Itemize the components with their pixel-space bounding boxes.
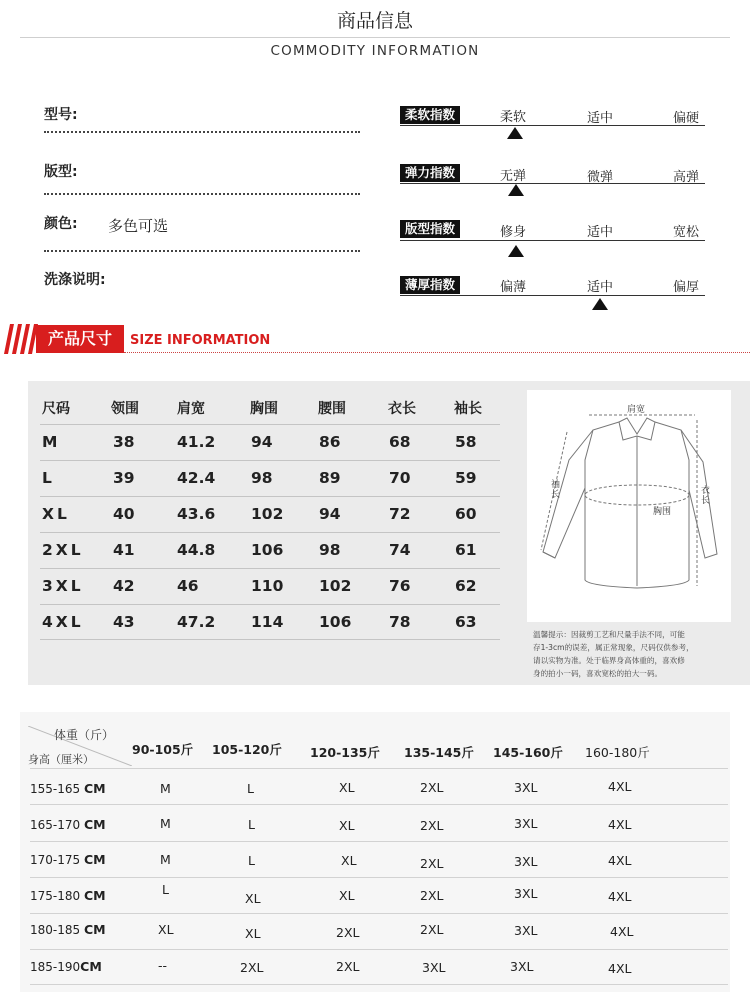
hw-row-label: 155-165 CM [30, 781, 106, 796]
size-cell: 44.8 [177, 541, 216, 559]
hw-cell: 4XL [608, 817, 632, 832]
hw-header: 145-160斤 [493, 745, 563, 760]
size-cell: L [42, 469, 52, 487]
hw-cell: 4XL [608, 961, 632, 976]
hw-header: 90-105斤 [132, 742, 194, 757]
hw-cell: XL [245, 891, 261, 906]
hw-row-label: 170-175 CM [30, 852, 106, 867]
hw-cell: XL [245, 926, 261, 941]
size-cell: 63 [455, 613, 477, 631]
size-cell: 43.6 [177, 505, 216, 523]
table-divider [30, 984, 728, 985]
hw-cell: 4XL [608, 853, 632, 868]
table-divider [40, 460, 500, 461]
attr-dotted-line [44, 250, 360, 252]
hw-cell: XL [339, 780, 355, 795]
size-cell: M [42, 433, 58, 451]
size-cell: 59 [455, 469, 477, 487]
attr-label-model: 型号: [44, 107, 78, 123]
size-cell: 46 [177, 577, 199, 595]
note-line: 身的拍小一码，喜欢宽松的拍大一码。 [533, 669, 663, 678]
diagram-label-sleeve: 袖长 [551, 480, 561, 500]
size-cell: 58 [455, 433, 477, 451]
hw-cell: 3XL [514, 886, 538, 901]
attr-label-fit: 版型: [44, 164, 78, 180]
table-divider [40, 604, 500, 605]
diagram-label-length: 衣长 [701, 486, 711, 506]
index-option: 适中 [587, 280, 614, 295]
size-cell: 38 [113, 433, 135, 451]
hw-cell: 3XL [514, 923, 538, 938]
hw-cell: M [160, 852, 171, 867]
table-divider [40, 532, 500, 533]
size-table-header: 衣长 [388, 401, 416, 417]
size-cell: 98 [251, 469, 273, 487]
attr-label-color: 颜色: [44, 216, 78, 232]
hw-cell: 2XL [420, 856, 444, 871]
hw-cell: M [160, 816, 171, 831]
note-line: 温馨提示：因裁剪工艺和尺量手法不同，可能 [533, 630, 685, 639]
hw-cell: 4XL [608, 889, 632, 904]
size-cell: 72 [389, 505, 411, 523]
size-cell: 62 [455, 577, 477, 595]
index-option: 适中 [587, 111, 614, 126]
hw-cell: 2XL [420, 818, 444, 833]
size-cell: 42 [113, 577, 135, 595]
index-label-elasticity: 弹力指数 [400, 164, 460, 182]
attr-value-color: 多色可选 [108, 217, 169, 235]
note-line: 请以实物为准。处于临界身高体重的，喜欢修 [533, 656, 685, 665]
hw-cell: L [248, 853, 255, 868]
hw-cell: XL [339, 888, 355, 903]
table-divider [30, 804, 728, 805]
hw-cell: XL [158, 922, 174, 937]
size-cell: 106 [251, 541, 284, 559]
size-cell: 102 [319, 577, 352, 595]
size-table-header: 腰围 [318, 401, 346, 417]
hw-cell: 3XL [514, 780, 538, 795]
size-table-header: 胸围 [250, 401, 278, 417]
hw-header: 160-180斤 [585, 745, 650, 760]
size-cell: 39 [113, 469, 135, 487]
stripes-icon [4, 324, 40, 354]
hw-cell: 2XL [336, 959, 360, 974]
size-cell: 61 [455, 541, 477, 559]
index-label-thickness: 薄厚指数 [400, 276, 460, 294]
attr-dotted-line [44, 193, 360, 195]
table-divider [40, 639, 500, 640]
diagram-label-shoulder: 肩宽 [627, 405, 646, 415]
size-cell: 98 [319, 541, 341, 559]
index-option: 修身 [500, 225, 527, 240]
hw-cell: 3XL [510, 959, 534, 974]
index-marker-triangle-icon [508, 184, 524, 196]
index-option: 偏硬 [673, 111, 700, 126]
size-cell: 3XL [42, 577, 84, 595]
size-table-header: 领围 [111, 401, 139, 417]
size-cell: 68 [389, 433, 411, 451]
size-cell: 86 [319, 433, 341, 451]
size-cell: 76 [389, 577, 411, 595]
size-cell: 42.4 [177, 469, 216, 487]
shirt-outline-icon [527, 390, 731, 622]
size-banner-subtitle: SIZE INFORMATION [130, 333, 271, 348]
table-divider [30, 877, 728, 878]
index-option: 偏薄 [500, 280, 527, 295]
size-cell: 89 [319, 469, 341, 487]
size-table-header: 袖长 [454, 401, 482, 417]
banner-divider [124, 352, 750, 353]
table-divider [40, 568, 500, 569]
size-table-header: 肩宽 [177, 401, 205, 417]
shirt-diagram [527, 390, 731, 622]
page-subtitle: COMMODITY INFORMATION [270, 43, 480, 59]
size-cell: 60 [455, 505, 477, 523]
size-cell: 94 [319, 505, 341, 523]
size-cell: 102 [251, 505, 284, 523]
attr-label-wash: 洗涤说明: [44, 272, 106, 288]
size-table-header: 尺码 [42, 401, 70, 417]
size-cell: 41.2 [177, 433, 216, 451]
index-option: 适中 [587, 225, 614, 240]
corner-height-label: 身高（厘米） [28, 753, 94, 766]
size-banner-title: 产品尺寸 [36, 325, 124, 353]
hw-cell: 2XL [336, 925, 360, 940]
hw-cell: -- [158, 958, 168, 973]
index-line [400, 183, 705, 184]
hw-cell: 3XL [514, 854, 538, 869]
hw-cell: L [248, 817, 255, 832]
hw-cell: M [160, 781, 171, 796]
hw-header: 120-135斤 [310, 745, 380, 760]
table-divider [40, 496, 500, 497]
size-cell: 2XL [42, 541, 84, 559]
index-line [400, 125, 705, 126]
hw-cell: 2XL [420, 780, 444, 795]
title-divider [20, 37, 730, 38]
size-cell: 43 [113, 613, 135, 631]
table-divider [30, 913, 728, 914]
size-cell: 74 [389, 541, 411, 559]
hw-cell: 3XL [514, 816, 538, 831]
size-cell: 110 [251, 577, 284, 595]
index-marker-triangle-icon [507, 127, 523, 139]
hw-cell: 4XL [608, 779, 632, 794]
table-divider [30, 768, 728, 769]
hw-header: 135-145斤 [404, 745, 474, 760]
hw-cell: XL [341, 853, 357, 868]
size-cell: XL [42, 505, 70, 523]
size-cell: 78 [389, 613, 411, 631]
size-cell: 114 [251, 613, 284, 631]
index-option: 宽松 [673, 225, 700, 240]
hw-cell: 4XL [610, 924, 634, 939]
size-cell: 4XL [42, 613, 84, 631]
size-cell: 40 [113, 505, 135, 523]
index-line [400, 240, 705, 241]
hw-row-label: 175-180 CM [30, 888, 106, 903]
page-title: 商品信息 [336, 10, 413, 32]
hw-row-label: 185-190CM [30, 959, 102, 974]
note-line: 存1-3cm的误差，属正常现象，尺码仅供参考， [533, 643, 694, 652]
index-option: 微弹 [587, 170, 614, 185]
size-cell: 106 [319, 613, 352, 631]
size-cell: 94 [251, 433, 273, 451]
diagram-label-chest: 胸围 [653, 507, 672, 517]
hw-cell: L [247, 781, 254, 796]
index-line [400, 295, 705, 296]
attr-dotted-line [44, 131, 360, 133]
index-marker-triangle-icon [592, 298, 608, 310]
table-divider [30, 949, 728, 950]
size-cell: 47.2 [177, 613, 216, 631]
size-cell: 70 [389, 469, 411, 487]
hw-cell: 2XL [420, 888, 444, 903]
hw-cell: 2XL [240, 960, 264, 975]
index-label-softness: 柔软指数 [400, 106, 460, 124]
index-label-fit: 版型指数 [400, 220, 460, 238]
index-option: 高弹 [673, 170, 700, 185]
hw-cell: L [162, 882, 169, 897]
index-option: 柔软 [500, 110, 527, 125]
hw-cell: 2XL [420, 922, 444, 937]
size-note [533, 628, 731, 680]
size-cell: 41 [113, 541, 135, 559]
hw-cell: XL [339, 818, 355, 833]
index-option: 偏厚 [673, 280, 700, 295]
corner-weight-label: 体重（斤） [54, 728, 115, 742]
table-divider [30, 841, 728, 842]
hw-cell: 3XL [422, 960, 446, 975]
table-divider [40, 424, 500, 425]
index-marker-triangle-icon [508, 245, 524, 257]
index-option: 无弹 [500, 169, 527, 184]
hw-row-label: 165-170 CM [30, 817, 106, 832]
hw-header: 105-120斤 [212, 742, 282, 757]
hw-row-label: 180-185 CM [30, 922, 106, 937]
